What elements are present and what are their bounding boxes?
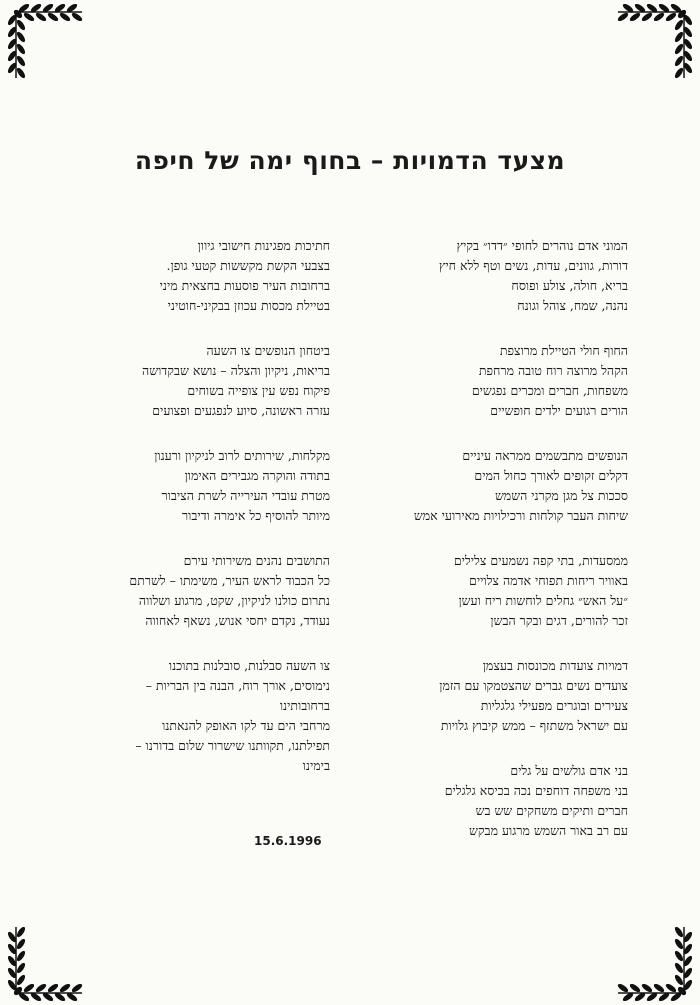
poem-line: ביטחון הנופשים צו השעה	[206, 343, 330, 358]
stanza	[343, 551, 628, 631]
poem-line: מרחבי הים עד לקו האופק להנאתנו	[162, 718, 330, 733]
poem-line: צעירים ובוגרים מפעילי גלגליות	[480, 698, 628, 713]
poem-line: עזרה ראשונה, סיוע לנפגעים ופצועים	[152, 403, 330, 418]
poem-line: מקלחות, שירותים לרוב לניקיון ורענון	[154, 448, 330, 463]
poem-line: הקהל מרוצה רוח טובה מרחפת	[478, 363, 628, 378]
poem-line: בצבעי הקשת מקששות קטעי גופן.	[166, 258, 330, 273]
poem-line: ברחובותינו	[279, 698, 330, 713]
corner-ornament-top-left-icon	[8, 4, 86, 82]
poem-column-left	[40, 236, 330, 801]
stanza	[40, 341, 330, 421]
poem-line: ממסעדות, בתי קפה נשמעים צלילים	[453, 553, 628, 568]
poem-line: סככות צל מגן מקרני השמש	[494, 488, 628, 503]
poem-line: הורים רגועים ילדים חופשיים	[490, 403, 628, 418]
poem-line: עם ישראל משתזף – ממש קיבוץ גלויות	[440, 718, 628, 733]
poem-line: הנופשים מתבשמים ממראה עיניים	[462, 448, 628, 463]
poem-line: בני משפחה דוחפים נכה בכיסא גלגלים	[444, 783, 628, 798]
poem-line: זכר להורים, דגים ובקר הבשן	[490, 613, 628, 628]
stanza	[343, 761, 628, 841]
poem-line: כל הכבוד לראש העיר, משימתו – לשרתם	[129, 573, 330, 588]
stanza	[40, 446, 330, 526]
poem-line: בריא, חולה, צולע ופוסח	[511, 278, 628, 293]
stanza	[40, 236, 330, 316]
poem-line: נהנה, שמח, צוהל וגונח	[517, 298, 628, 313]
corner-ornament-bottom-left-icon	[8, 923, 86, 1001]
poem-line: ״על האש״ גחלים לוחשות ריח ועשן	[458, 593, 628, 608]
poem-line: בטיילת מכסות עכוזן בבקיני-חוטיני	[167, 298, 330, 313]
poem-line: חתיכות מפגינות חישובי גיוון	[197, 238, 330, 253]
poem-line: באוויר ריחות תפוחי אדמה צלויים	[469, 573, 628, 588]
poem-line: מיותר להוסיף כל אימרה ודיבור	[182, 508, 330, 523]
poem-line: התושבים נהנים משירותי עירם	[183, 553, 330, 568]
stanza	[343, 236, 628, 316]
stanza	[343, 656, 628, 736]
corner-ornament-top-right-icon	[614, 4, 692, 82]
poem-title: מצעד הדמויות – בחוף ימה של חיפה	[134, 146, 566, 175]
poem-line: דקלים זקופים לאורך כחול המים	[474, 468, 628, 483]
poem-line: דמויות צועדות מכונסות בעצמן	[482, 658, 628, 673]
poem-line: בתודה והוקרה מגבירים האימון	[184, 468, 330, 483]
stanza	[40, 656, 330, 776]
stanza	[343, 446, 628, 526]
poem-line: צועדים נשים גברים שהצטמקו עם הזמן	[439, 678, 628, 693]
corner-ornament-bottom-right-icon	[614, 923, 692, 1001]
poem-line: תפילתנו, תקוותנו שישרור שלום בדורנו –	[135, 738, 330, 753]
poem-line: עם רב באור השמש מרגוע מבקש	[469, 823, 628, 838]
poem-line: החוף חולי הטיילת מרוצפת	[499, 343, 628, 358]
poem-line: בני אדם גולשים על גלים	[510, 763, 628, 778]
poem-line: ברחובות העיר פוסעות בחצאית מיני	[159, 278, 330, 293]
poem-line: משפחות, חברים ומכרים נפגשים	[471, 383, 628, 398]
poem-line: דורות, גוונים, עדות, נשים וטף ללא חיץ	[438, 258, 628, 273]
poem-date: 15.6.1996	[254, 834, 322, 848]
poem-line: נתרום כולנו לניקיון, שקט, מרגוע ושלווה	[138, 593, 330, 608]
poem-column-right	[343, 236, 628, 866]
poem-line: שיחות העבר קולחות ורכילויות מאירועי אמש	[413, 508, 628, 523]
stanza	[40, 551, 330, 631]
poem-line: חברים ותיקים משחקים שש בש	[475, 803, 628, 818]
stanza	[343, 341, 628, 421]
poem-line: בריאות, ניקיון והצלה – נושא שבקדושה	[142, 363, 330, 378]
poem-line: נימוסים, אורך רוח, הבנה בין הבריות –	[145, 678, 330, 693]
poem-line: המוני אדם נוהרים לחופי ״דדו״ בקיץ	[456, 238, 628, 253]
poem-line: צו השעה סבלנות, סובלנות בתוכנו	[168, 658, 330, 673]
poem-line: מטרת עובדי העירייה לשרת הציבור	[161, 488, 330, 503]
poem-line: פיקוח נפש עין צופייה בשוחים	[187, 383, 330, 398]
poem-line: נעודד, נקדם יחסי אנוש, נשאף לאחווה	[145, 613, 330, 628]
poem-line: בימינו	[302, 758, 330, 773]
